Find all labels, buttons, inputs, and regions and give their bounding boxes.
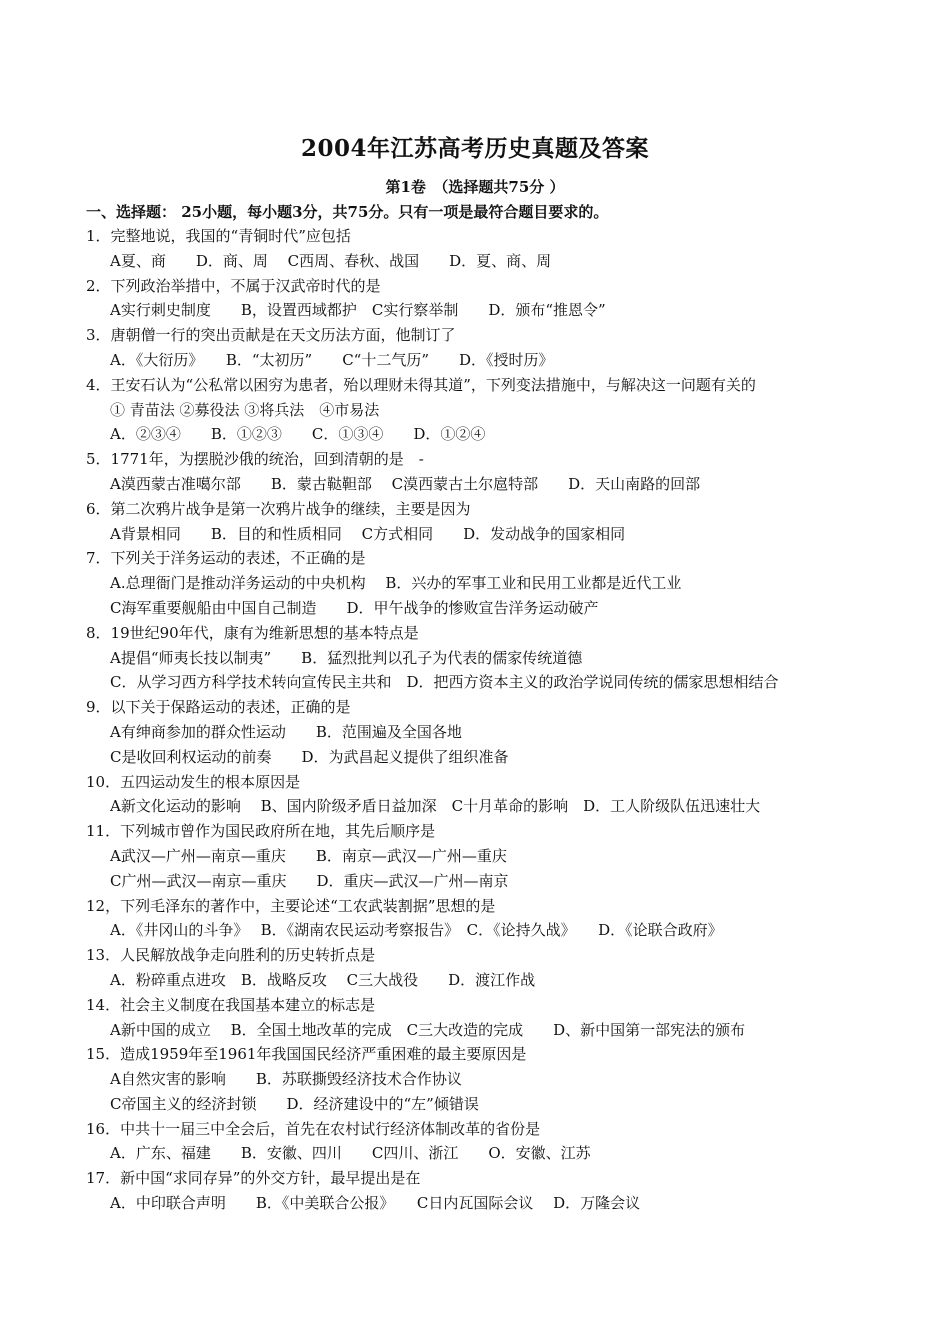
question-item [86, 373, 866, 447]
question-list [86, 224, 866, 1216]
question-stem: 7．下列关于洋务运动的表述，不正确的是 [86, 549, 366, 568]
question-item [86, 1117, 866, 1167]
question-options: A．《大衍历》 B．“太初历” C“十二气历” D．《授时历》 [110, 350, 554, 369]
question-options: C广州—武汉—南京—重庆 D．重庆—武汉—广州—南京 [110, 871, 509, 890]
question-stem: 1．完整地说，我国的“青铜时代”应包括 [86, 227, 351, 245]
question-item [86, 894, 866, 944]
question-options: ① 青苗法 ②募役法 ③将兵法 ④市易法 [110, 400, 380, 419]
question-stem: 16．中共十一届三中全会后，首先在农村试行经济体制改革的省份是 [86, 1119, 541, 1138]
question-item [86, 546, 866, 620]
question-item [86, 695, 866, 769]
question-item [86, 621, 866, 695]
question-item [86, 224, 866, 274]
question-item [86, 497, 866, 547]
question-options: A自然灾害的影响 B．苏联撕毁经济技术合作协议 [110, 1070, 462, 1089]
question-options: A.总理衙门是推动洋务运动的中央机构 B．兴办的军事工业和民用工业都是近代工业 [110, 574, 682, 593]
section-instructions: 一、选择题： 25小题，每小题3分，共75分。只有一项是最符合题目要求的。 [86, 203, 609, 221]
question-item [86, 447, 866, 497]
question-stem: 14．社会主义制度在我国基本建立的标志是 [86, 995, 376, 1014]
question-stem: 9．以下关于保路运动的表述，正确的是 [86, 698, 351, 717]
question-stem: 11．下列城市曾作为国民政府所在地，其先后顺序是 [86, 822, 436, 841]
page-title: 2004年江苏高考历史真题及答案 [300, 135, 649, 162]
question-options: A．粉碎重点进攻 B．战略反攻 C三大战役 D．渡江作战 [110, 970, 536, 989]
question-stem: 4．王安石认为“公私常以困穷为患者，殆以理财未得其道”，下列变法措施中，与解决这一问题有关的 [86, 375, 756, 394]
question-options: C是收回利权运动的前奏 D．为武昌起义提供了组织准备 [110, 747, 509, 766]
question-stem: 2．下列政治举措中，不属于汉武帝时代的是 [86, 276, 381, 295]
question-options: A有绅商参加的群众性运动 B．范围遍及全国各地 [110, 722, 462, 741]
question-item [86, 323, 866, 373]
question-item [86, 1042, 866, 1116]
question-stem: 8．19世纪90年代，康有为维新思想的基本特点是 [86, 623, 419, 642]
question-options: C海军重要舰船由中国自己制造 D．甲午战争的惨败宣告洋务运动破产 [110, 598, 599, 617]
question-item [86, 993, 866, 1043]
question-stem: 15．造成1959年至1961年我国国民经济严重困难的最主要原因是 [86, 1045, 527, 1064]
question-options: A背景相同 B．目的和性质相同 C方式相同 D．发动战争的国家相同 [110, 524, 626, 543]
question-options: A漠西蒙古准噶尔部 B．蒙古鞑靼部 C漠西蒙古土尔扈特部 D．天山南路的回部 [110, 474, 701, 493]
question-options: A武汉—广州—南京—重庆 B．南京—武汉—广州—重庆 [110, 846, 507, 865]
question-item [86, 274, 866, 324]
question-item [86, 943, 866, 993]
question-options: A实行刺史制度 B，设置西域都护 C实行察举制 D．颁布“推恩令” [110, 301, 606, 320]
question-stem: 3．唐朝僧一行的突出贡献是在天文历法方面，他制订了 [86, 326, 456, 345]
question-options: A．②③④ B．①②③ C．①③④ D．①②④ [110, 425, 486, 444]
question-options: C帝国主义的经济封锁 D．经济建设中的“左”倾错误 [110, 1094, 479, 1113]
question-options: A提倡“师夷长技以制夷” B．猛烈批判以孔子为代表的儒家传统道德 [110, 648, 583, 667]
question-options: A新文化运动的影响 B、国内阶级矛盾日益加深 C十月革命的影响 D．工人阶级队伍迅速壮大 [110, 797, 761, 816]
question-item [86, 1166, 866, 1216]
section-subtitle: 第1卷 （选择题共75分 ） [385, 178, 565, 196]
question-stem: 13．人民解放战争走向胜利的历史转折点是 [86, 946, 376, 965]
question-options: C．从学习西方科学技术转向宣传民主共和 D．把西方资本主义的政治学说同传统的儒家思想相结合 [110, 673, 779, 692]
question-stem: 12，下列毛泽东的著作中，主要论述“工农武装割据”思想的是 [86, 896, 496, 915]
question-item [86, 770, 866, 820]
question-options: A夏、商 D．商、周 C西周、春秋、战国 D．夏、商、周 [110, 251, 552, 270]
question-options: A新中国的成立 B．全国土地改革的完成 C三大改造的完成 D、新中国第一部宪法的颁布 [110, 1020, 746, 1039]
question-options: A．广东、福建 B．安徽、四川 C四川、浙江 O．安徽、江苏 [110, 1144, 591, 1163]
question-stem: 10．五四运动发生的根本原因是 [86, 772, 301, 791]
question-stem: 17．新中国“求同存异”的外交方针，最早提出是在 [86, 1169, 421, 1188]
question-stem: 5．1771年，为摆脱沙俄的统治，回到清朝的是 - [86, 450, 424, 469]
question-options: A．《井冈山的斗争》 B．《湖南农民运动考察报告》 C．《论持久战》 D．《论联合政府》 [110, 921, 723, 940]
question-options: A．中印联合声明 B．《中美联合公报》 C日内瓦国际会议 D．万隆会议 [110, 1194, 641, 1213]
question-item [86, 819, 866, 893]
question-stem: 6．第二次鸦片战争是第一次鸦片战争的继续，主要是因为 [86, 499, 471, 518]
